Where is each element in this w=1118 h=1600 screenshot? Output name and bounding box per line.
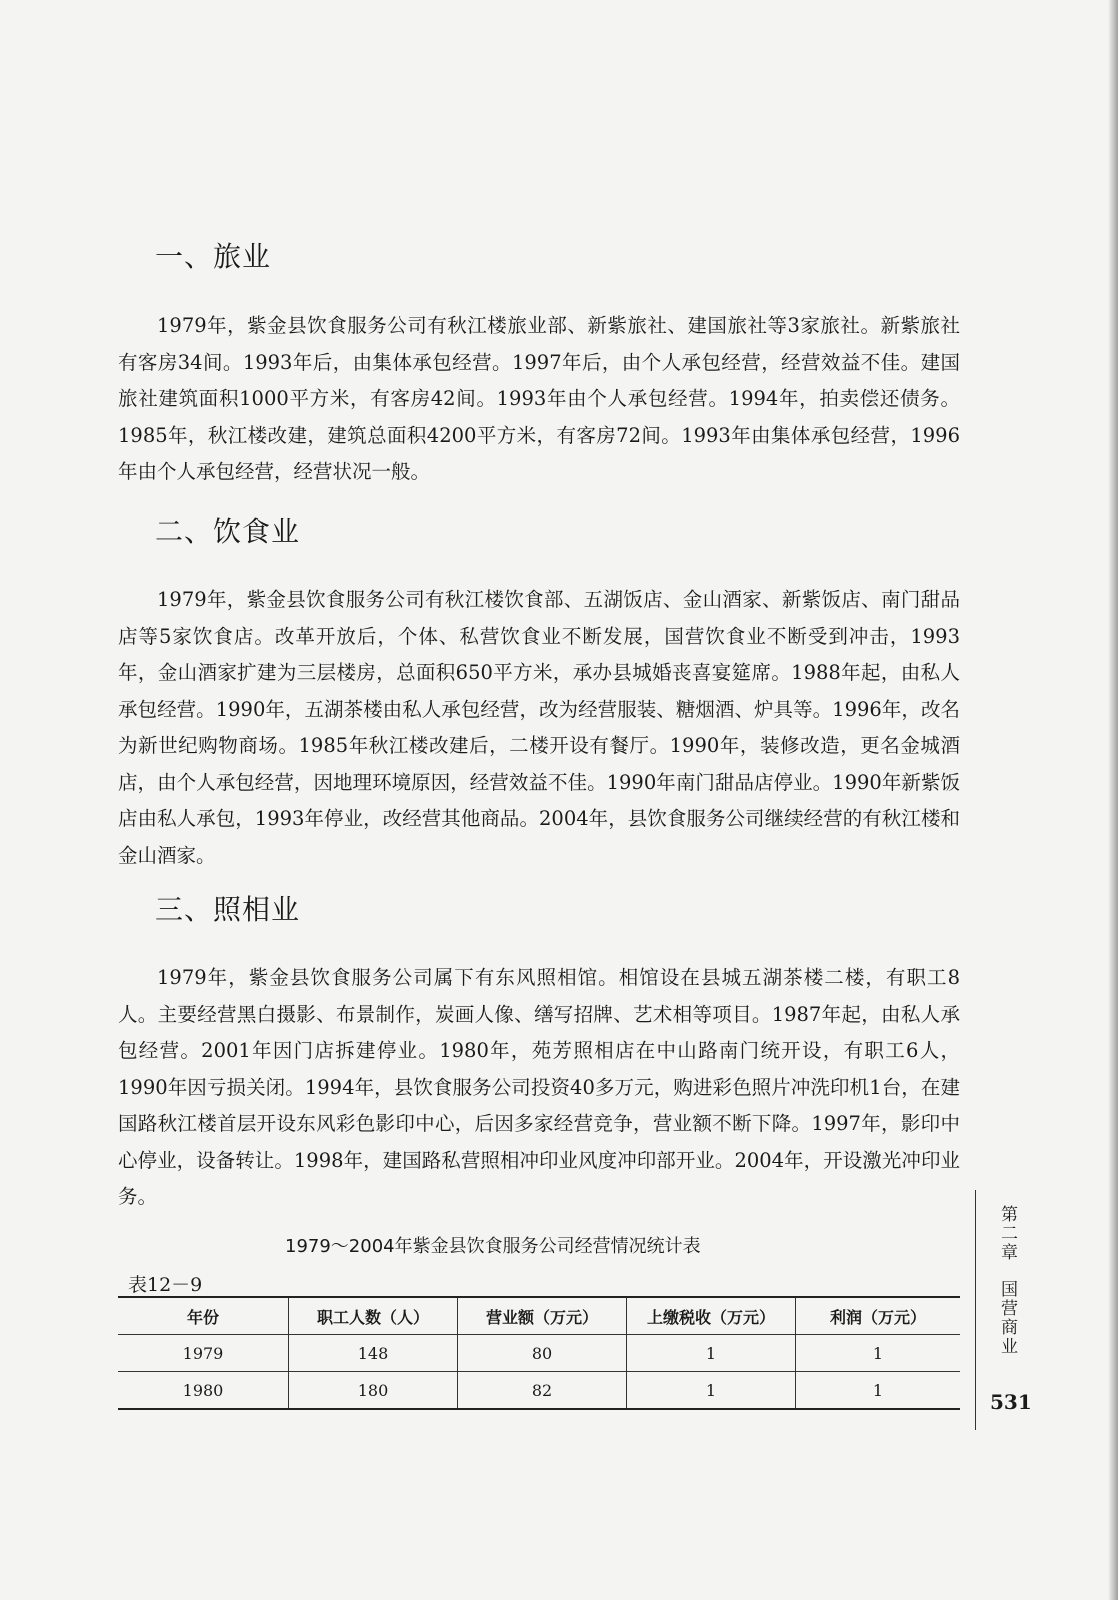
table-number: 表12－9 <box>128 1274 203 1296</box>
sidebar-divider <box>975 1190 976 1430</box>
table-row <box>118 1372 960 1410</box>
section-heading-photography: 三、照相业 <box>155 893 301 926</box>
cell-revenue: 80 <box>458 1335 627 1372</box>
header-tax: 上缴税收（万元） <box>627 1297 796 1335</box>
scan-edge-shadow <box>1108 0 1118 1600</box>
table-title: 1979～2004年紫金县饮食服务公司经营情况统计表 <box>285 1236 701 1257</box>
cell-year: 1980 <box>182 1380 224 1400</box>
paragraph-photography: 1979年，紫金县饮食服务公司属下有东风照相馆。相馆设在县城五湖茶楼二楼，有职工8人。主要经营黑白摄影、布景制作，炭画人像、缮写招牌、艺术相等项目。1987年起，由私人承包经营。2001年因门店拆建停业。1980年，苑芳照相店在中山路南门统开设，有职工6人，1990年因亏损关闭。1994年，县饮食服务公司投资40多万元，购进彩色照片冲洗印机1台，在建国路秋江楼首层开设东风彩色影印中心，后因多家经营竞争，营业额不断下降。1997年，影印中心停业，设备转让。1998年，建国路私营照相冲印业风度冲印部开业。2004年，开设激光冲印业务。 <box>118 966 960 1208</box>
section-heading-lodging: 一、旅业 <box>155 240 272 273</box>
paragraph-catering: 1979年，紫金县饮食服务公司有秋江楼饮食部、五湖饭店、金山酒家、新紫饭店、南门甜品店等5家饮食店。改革开放后，个体、私营饮食业不断发展，国营饮食业不断受到冲击，1993年，金山酒家扩建为三层楼房，总面积650平方米，承办县城婚丧喜宴筵席。1988年起，由私人承包经营。1990年，五湖茶楼由私人承包经营，改为经营服装、糖烟酒、炉具等。1996年，改名为新世纪购物商场。1985年秋江楼改建后，二楼开设有餐厅。1990年，装修改造，更名金城酒店，由个人承包经营，因地理环境原因，经营效益不佳。1990年南门甜品店停业。1990年新紫饭店由私人承包，1993年停业，改经营其他商品。2004年，县饮食服务公司继续经营的有秋江楼和金山酒家。 <box>118 588 960 867</box>
cell-revenue: 82 <box>458 1372 627 1410</box>
section-heading-catering: 二、饮食业 <box>155 515 301 548</box>
chapter-label: 第二章 <box>997 1205 1017 1262</box>
cell-staff: 180 <box>289 1372 458 1410</box>
cell-year: 1979 <box>182 1343 224 1363</box>
header-year: 年份 <box>186 1307 219 1327</box>
cell-staff: 148 <box>289 1335 458 1372</box>
header-profit: 利润（万元） <box>796 1297 961 1335</box>
cell-profit: 1 <box>796 1372 961 1410</box>
header-revenue: 营业额（万元） <box>458 1297 627 1335</box>
table-header-row <box>118 1297 960 1335</box>
page-number: 531 <box>990 1390 1032 1414</box>
table-row <box>118 1335 960 1372</box>
cell-profit: 1 <box>796 1335 961 1372</box>
chapter-subject: 国营商业 <box>997 1280 1017 1356</box>
chapter-marker <box>990 1205 1018 1356</box>
paragraph-lodging: 1979年，紫金县饮食服务公司有秋江楼旅业部、新紫旅社、建国旅社等3家旅社。新紫旅社有客房34间。1993年后，由集体承包经营。1997年后，由个人承包经营，经营效益不佳。建国旅社建筑面积1000平方米，有客房42间。1993年由个人承包经营。1994年，拍卖偿还债务。1985年，秋江楼改建，建筑总面积4200平方米，有客房72间。1993年由集体承包经营，1996年由个人承包经营，经营状况一般。 <box>118 314 960 483</box>
header-staff: 职工人数（人） <box>289 1297 458 1335</box>
cell-tax: 1 <box>627 1372 796 1410</box>
statistics-table <box>118 1296 960 1410</box>
cell-tax: 1 <box>627 1335 796 1372</box>
